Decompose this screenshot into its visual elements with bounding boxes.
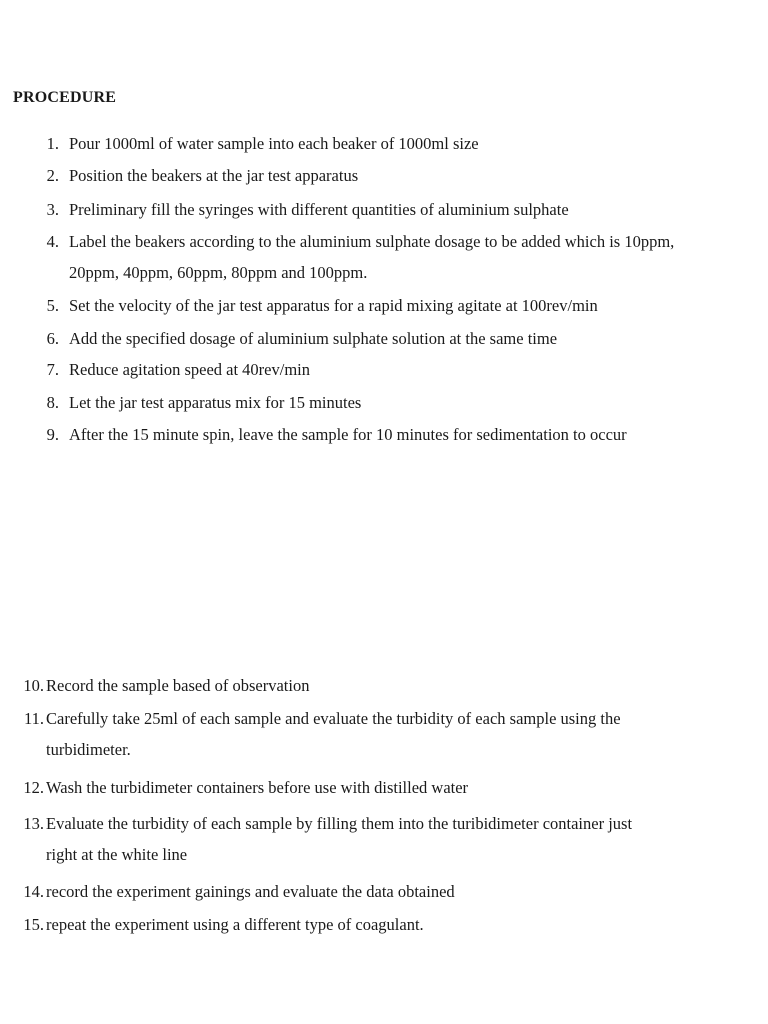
item-text: Record the sample based of observation [46, 676, 310, 695]
list-item [23, 772, 469, 803]
item-text-continued: turbidimeter. [46, 740, 131, 759]
item-text: Label the beakers according to the aluminium sulphate dosage to be added which is 10ppm, [69, 232, 675, 251]
list-item [23, 670, 310, 701]
item-number: 8. [46, 393, 59, 412]
list-item [23, 876, 455, 907]
list-item [46, 226, 675, 288]
item-text-continued: right at the white line [46, 845, 188, 864]
list-item [46, 128, 479, 159]
item-text: Position the beakers at the jar test apparatus [69, 166, 359, 185]
list-item [46, 160, 359, 191]
item-text: Set the velocity of the jar test apparatus for a rapid mixing agitate at 100rev/min [69, 296, 598, 315]
item-text: After the 15 minute spin, leave the sample for 10 minutes for sedimentation to occur [69, 425, 627, 444]
item-number: 13. [23, 814, 44, 833]
list-item [23, 808, 633, 870]
list-item [23, 703, 621, 765]
item-text: repeat the experiment using a different type of coagulant. [46, 915, 424, 934]
item-number: 11. [23, 709, 44, 728]
item-number: 14. [23, 882, 44, 901]
list-item [46, 290, 598, 321]
item-text: Preliminary fill the syringes with different quantities of aluminium sulphate [69, 200, 569, 219]
item-number: 15. [23, 915, 44, 934]
item-text: Carefully take 25ml of each sample and evaluate the turbidity of each sample using the [46, 709, 621, 728]
item-number: 2. [46, 166, 59, 185]
item-number: 7. [46, 360, 59, 379]
item-number: 3. [46, 200, 59, 219]
item-number: 6. [46, 329, 59, 348]
item-number: 12. [23, 778, 44, 797]
procedure-heading: PROCEDURE [13, 89, 117, 106]
item-text: Wash the turbidimeter containers before use with distilled water [46, 778, 469, 797]
item-text: Reduce agitation speed at 40rev/min [69, 360, 311, 379]
list-item [23, 909, 424, 940]
list-item [46, 194, 569, 225]
list-item [46, 354, 311, 385]
list-item [46, 323, 558, 354]
item-text: Evaluate the turbidity of each sample by filling them into the turibidimeter container just [46, 814, 633, 833]
item-text: Let the jar test apparatus mix for 15 minutes [69, 393, 362, 412]
item-text-continued: 20ppm, 40ppm, 60ppm, 80ppm and 100ppm. [69, 263, 368, 282]
item-number: 9. [46, 425, 59, 444]
item-number: 1. [46, 134, 59, 153]
item-text: Pour 1000ml of water sample into each beaker of 1000ml size [69, 134, 479, 153]
list-item [46, 387, 362, 418]
item-text: record the experiment gainings and evaluate the data obtained [46, 882, 455, 901]
item-number: 10. [23, 676, 44, 695]
item-number: 4. [46, 232, 59, 251]
list-item [46, 419, 627, 450]
item-number: 5. [46, 296, 59, 315]
item-text: Add the specified dosage of aluminium sulphate solution at the same time [69, 329, 558, 348]
